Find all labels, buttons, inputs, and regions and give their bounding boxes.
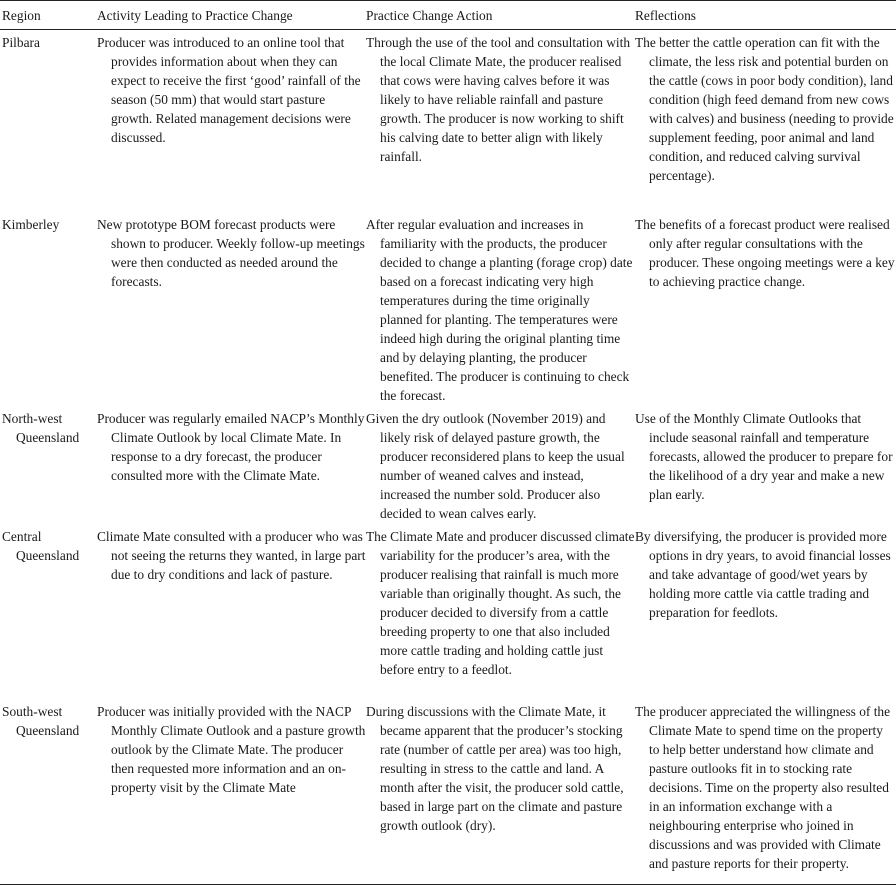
activity-cell: [97, 406, 366, 524]
region-cell: North-west Queensland: [2, 410, 80, 445]
table-row: [0, 524, 896, 699]
column-header-activity: Activity Leading to Practice Change: [97, 8, 293, 23]
column-header-action: Practice Change Action: [366, 8, 493, 23]
table-row: [0, 212, 896, 405]
reflections-text: The benefits of a forecast product were realised only after regular consultations with the producer. These ongoing meetings were a key to achieving practice change.: [635, 217, 895, 290]
reflections-cell: [635, 212, 896, 405]
table-body: [0, 30, 896, 884]
action-cell: [366, 524, 635, 699]
activity-text: Climate Mate consulted with a producer who was not seeing the returns they wanted, in large part due to dry conditions and lack of pasture.: [97, 528, 366, 582]
activity-text: New prototype BOM forecast products were shown to producer. Weekly follow-up meetings were then conducted as needed around the forecasts.: [97, 217, 365, 290]
table-row: [0, 699, 896, 885]
action-text: The Climate Mate and producer discussed climate variability for the producer’s area, with the producer realising that rainfall is much more variable than originally thought. As such, the producer decided to diversify from a cattle breeding property to one that also included more cattle trading and holding cattle just before entry to a feedlot.: [366, 528, 635, 677]
reflections-cell: [635, 30, 896, 213]
region-cell: Kimberley: [2, 217, 60, 233]
reflections-cell: [635, 699, 896, 885]
action-cell: [366, 212, 635, 405]
table-row: [0, 30, 896, 213]
header-row: [0, 1, 896, 30]
activity-cell: [97, 212, 366, 405]
activity-text: Producer was regularly emailed NACP’s Monthly Climate Outlook by local Climate Mate. In response to a dry forecast, the producer consulted more with the Climate Mate.: [97, 410, 365, 483]
action-text: Through the use of the tool and consultation with the local Climate Mate, the producer realised that cows were having calves before it was likely to have reliable rainfall and pasture growth. The producer is now working to shift his calving date to better align with likely rainfall.: [366, 35, 631, 165]
activity-cell: [97, 30, 366, 213]
reflections-text: The producer appreciated the willingness of the Climate Mate to spend time on the property to help better understand how climate and pasture outlooks fit in to stocking rate decisions. Time on the property also resulted in an information exchange with a neighbouring enterprise who joined in discussions and was provided with Climate and pasture reports for their property.: [635, 703, 891, 871]
table-row: [0, 406, 896, 524]
activity-cell: [97, 699, 366, 885]
activity-text: Producer was introduced to an online tool that provides information about when they can expect to receive the first ‘good’ rainfall of the season (50 mm) that would start pasture growth. Related management decisions were discussed.: [97, 35, 361, 146]
action-text: After regular evaluation and increases in familiarity with the products, the producer decided to change a planting (forage crop) date based on a forecast indicating very high temperatures during the time originally planned for planting. The temperatures were indeed high during the original planting time and by delaying planting, the producer benefited. The producer is continuing to check the forecast.: [366, 217, 633, 404]
activity-cell: [97, 524, 366, 699]
action-cell: [366, 30, 635, 213]
action-text: During discussions with the Climate Mate, it became apparent that the producer’s stocking rate (number of cattle per area) was too high, resulting in stress to the cattle and land. A month after the visit, the producer sold cattle, based in large part on the climate and pasture growth outlook (dry).: [366, 703, 624, 833]
reflections-text: The better the cattle operation can fit with the climate, the less risk and potential burden on the cattle (cows in poor body condition), land condition (high feed demand from new cows with calves) and business (needing to provide supplement feeding, poor animal and land condition, and reduced calving survival percentage).: [635, 35, 894, 184]
region-cell: Pilbara: [2, 35, 40, 51]
region-cell: Central Queensland: [2, 528, 80, 563]
region-cell: South-west Queensland: [2, 703, 80, 738]
column-header-region: Region: [2, 8, 41, 23]
reflections-text: Use of the Monthly Climate Outlooks that include seasonal rainfall and temperature forecasts, allowed the producer to prepare for the likelihood of a dry year and make a new plan early.: [635, 410, 893, 502]
reflections-text: By diversifying, the producer is provided more options in dry years, to avoid financial losses and take advantage of good/wet years by holding more cattle via cattle trading and preparation for feedlots.: [635, 528, 891, 620]
activity-text: Producer was initially provided with the NACP Monthly Climate Outlook and a pasture growth outlook by the Climate Mate. The producer then requested more information and an on-property visit by the Climate Mate: [97, 703, 366, 795]
table-header: [0, 1, 896, 30]
action-cell: [366, 406, 635, 524]
reflections-cell: [635, 524, 896, 699]
action-text: Given the dry outlook (November 2019) and likely risk of delayed pasture growth, the producer reconsidered plans to keep the usual number of weaned calves and instead, increased the number sold. Producer also decided to wean calves early.: [366, 410, 625, 521]
column-header-reflections: Reflections: [635, 8, 696, 23]
action-cell: [366, 699, 635, 885]
reflections-cell: [635, 406, 896, 524]
